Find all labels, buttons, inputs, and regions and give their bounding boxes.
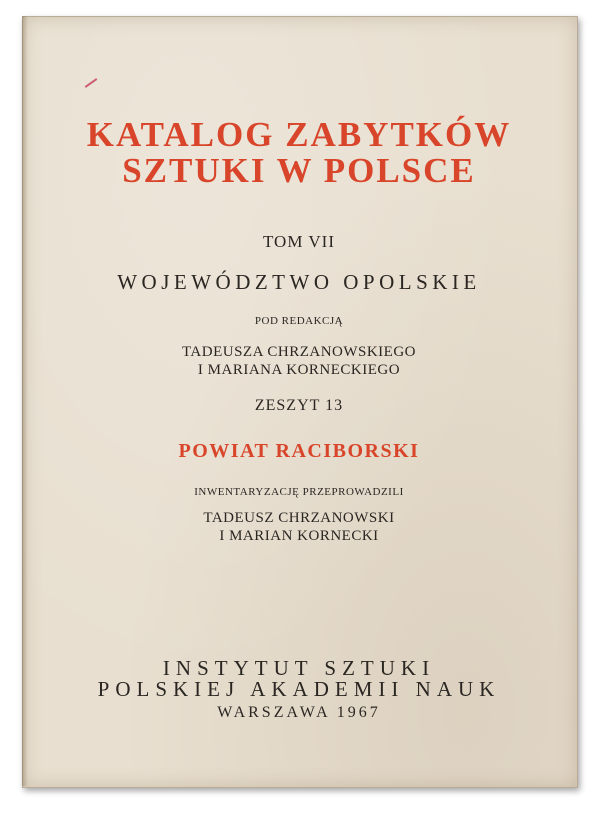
editor-line-2: I MARIANA KORNECKIEGO: [197, 362, 401, 378]
publisher-line-1: INSTYTUT SZTUKI: [162, 656, 436, 680]
publisher-line-2: POLSKIEJ AKADEMII NAUK: [97, 677, 501, 701]
inventory-intro: INWENTARYZACJĘ PRZEPROWADZILI: [194, 486, 404, 498]
title-line-2: SZTUKI W POLSCE: [122, 151, 476, 190]
inventory-line-1: TADEUSZ CHRZANOWSKI: [203, 510, 395, 526]
issue-number: ZESZYT 13: [254, 397, 344, 414]
district-title: POWIAT RACIBORSKI: [178, 440, 420, 462]
editor-line-1: TADEUSZA CHRZANOWSKIEGO: [181, 344, 417, 360]
inventory-line-2: I MARIAN KORNECKI: [219, 528, 379, 544]
volume-number: TOM VII: [262, 232, 335, 251]
editor-intro: POD REDAKCJĄ: [254, 315, 344, 327]
title-line-1: KATALOG ZABYTKÓW: [86, 115, 512, 154]
place-and-year: WARSZAWA 1967: [217, 704, 381, 721]
region-name: WOJEWÓDZTWO OPOLSKIE: [117, 270, 481, 294]
